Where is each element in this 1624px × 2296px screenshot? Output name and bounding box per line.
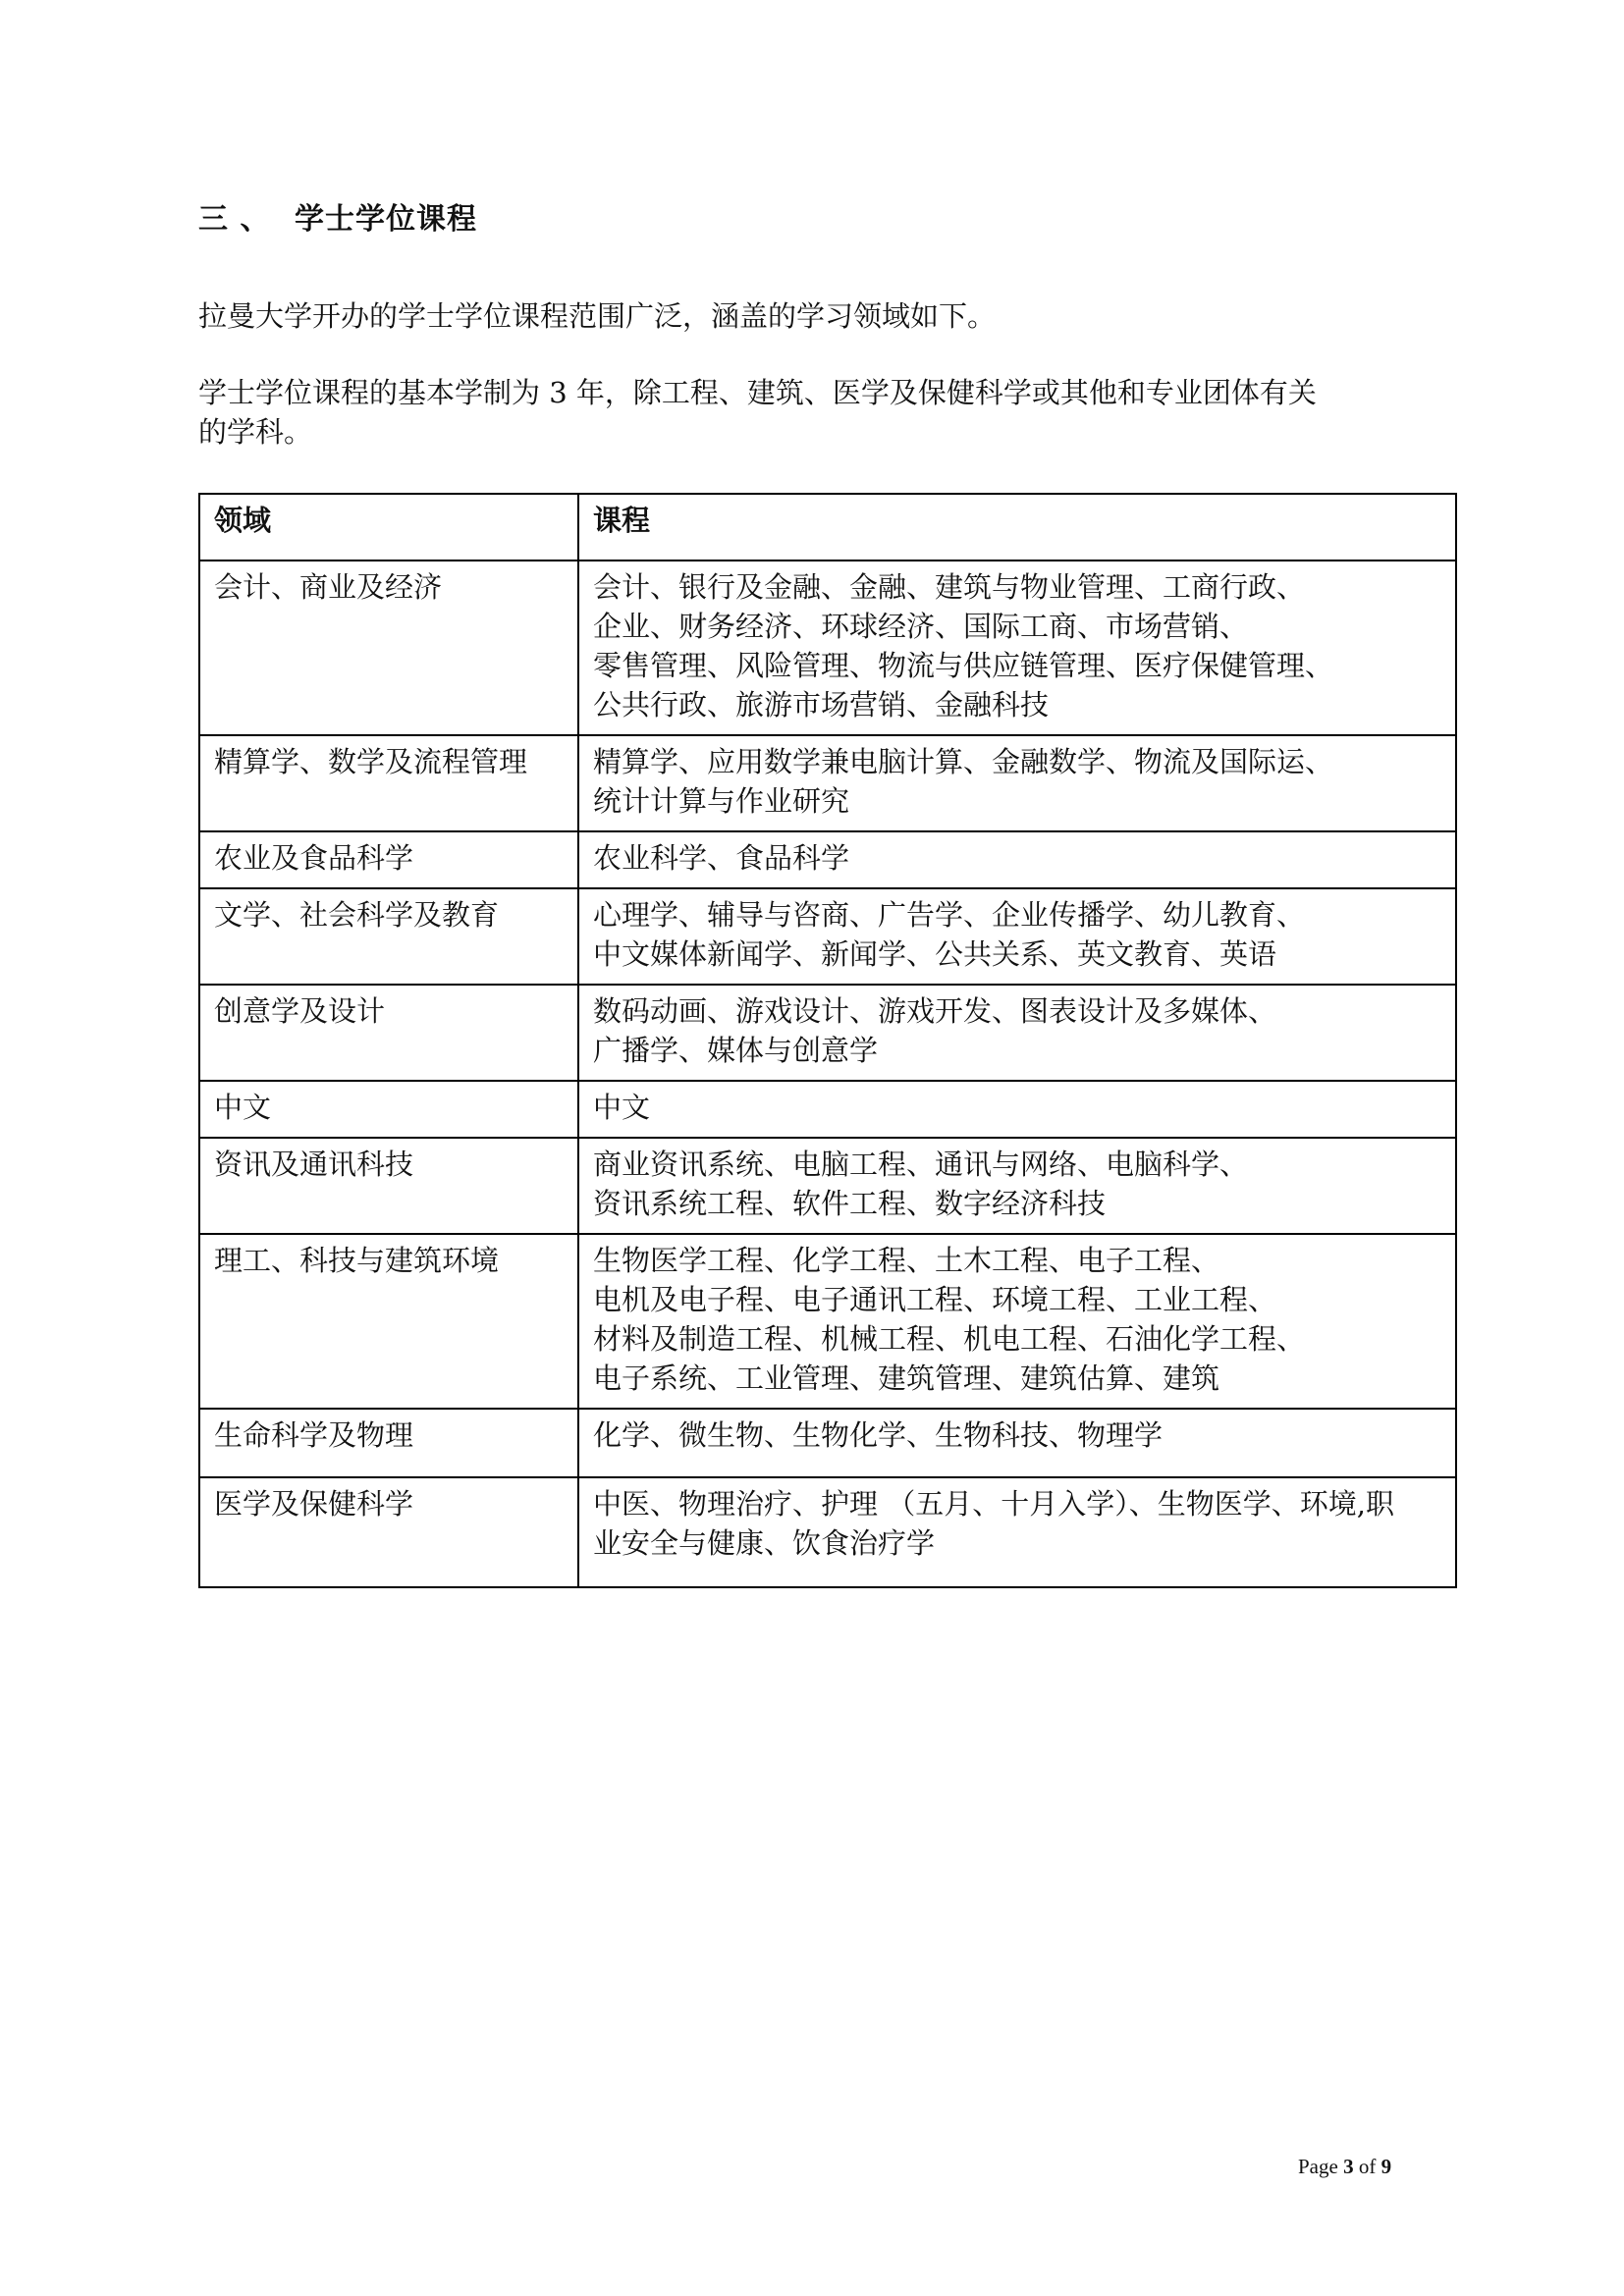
field-cell: 创意学及设计: [199, 985, 578, 1081]
course-line: 数码动画、游戏设计、游戏开发、图表设计及多媒体、: [593, 994, 1277, 1028]
table-row: [199, 888, 1456, 985]
header-field: 领域: [199, 494, 578, 561]
courses-cell: [578, 985, 1456, 1081]
section-number: 三 、: [198, 202, 271, 237]
course-line: 公共行政、旅游市场营销、金融科技: [593, 688, 1050, 721]
courses-cell: [578, 1477, 1456, 1587]
courses-cell: [578, 1234, 1456, 1409]
footer-total-pages: 9: [1380, 2155, 1392, 2178]
course-line: 中医、物理治疗、护理 （五月、十月入学）、生物医学、环境,职: [593, 1487, 1394, 1521]
section-title: 学士学位课程: [295, 202, 477, 237]
courses-table: [198, 493, 1457, 1588]
course-line: 商业资讯系统、电脑工程、通讯与网络、电脑科学、: [593, 1148, 1249, 1181]
footer-middle: of: [1353, 2155, 1381, 2178]
field-cell: 理工、科技与建筑环境: [199, 1234, 578, 1409]
course-line: 业安全与健康、饮食治疗学: [593, 1526, 936, 1560]
table-row: [199, 985, 1456, 1081]
page-footer: [1298, 2155, 1391, 2179]
courses-cell: [578, 1138, 1456, 1234]
footer-prefix: Page: [1298, 2155, 1344, 2178]
duration-text-line-1: 学士学位课程的基本学制为 3 年，除工程、建筑、医学及保健科学或其他和专业团体有关: [198, 376, 1317, 409]
courses-cell: [578, 831, 1456, 888]
course-line: 农业科学、食品科学: [593, 841, 850, 875]
course-line: 中文媒体新闻学、新闻学、公共关系、英文教育、英语: [593, 937, 1277, 971]
courses-cell: [578, 1081, 1456, 1138]
table-row: [199, 1477, 1456, 1587]
table-row: [199, 561, 1456, 735]
table-row: [199, 1081, 1456, 1138]
course-line: 材料及制造工程、机械工程、机电工程、石油化学工程、: [593, 1322, 1306, 1356]
courses-cell: [578, 735, 1456, 831]
section-heading: [198, 194, 477, 238]
field-cell: 农业及食品科学: [199, 831, 578, 888]
course-line: 电机及电子程、电子通讯工程、环境工程、工业工程、: [593, 1283, 1277, 1316]
table-body: [199, 561, 1456, 1587]
course-line: 广播学、媒体与创意学: [593, 1034, 879, 1067]
field-cell: 文学、社会科学及教育: [199, 888, 578, 985]
duration-text-line-2: 的学科。: [198, 415, 313, 449]
course-line: 资讯系统工程、软件工程、数字经济科技: [593, 1187, 1107, 1220]
table-row: [199, 1409, 1456, 1477]
field-cell: 精算学、数学及流程管理: [199, 735, 578, 831]
courses-cell: [578, 888, 1456, 985]
intro-text: 拉曼大学开办的学士学位课程范围广泛，涵盖的学习领域如下。: [198, 299, 997, 333]
courses-cell: [578, 1409, 1456, 1477]
course-line: 精算学、应用数学兼电脑计算、金融数学、物流及国际运、: [593, 745, 1334, 778]
course-line: 统计计算与作业研究: [593, 784, 850, 818]
field-cell: 医学及保健科学: [199, 1477, 578, 1587]
footer-current-page: 3: [1343, 2155, 1354, 2178]
field-cell: 中文: [199, 1081, 578, 1138]
table-row: [199, 735, 1456, 831]
course-line: 企业、财务经济、环球经济、国际工商、市场营销、: [593, 610, 1249, 643]
field-cell: 生命科学及物理: [199, 1409, 578, 1477]
course-line: 心理学、辅导与咨商、广告学、企业传播学、幼儿教育、: [593, 898, 1306, 932]
duration-paragraph: [198, 373, 1317, 452]
course-line: 电子系统、工业管理、建筑管理、建筑估算、建筑: [593, 1362, 1220, 1395]
field-cell: 资讯及通讯科技: [199, 1138, 578, 1234]
table-row: [199, 1138, 1456, 1234]
intro-paragraph: [198, 296, 996, 336]
header-courses: 课程: [578, 494, 1456, 561]
table-row: [199, 1234, 1456, 1409]
courses-cell: [578, 561, 1456, 735]
course-line: 生物医学工程、化学工程、土木工程、电子工程、: [593, 1244, 1220, 1277]
table-header-row: [199, 494, 1456, 561]
course-line: 化学、微生物、生物化学、生物科技、物理学: [593, 1418, 1164, 1452]
table-row: [199, 831, 1456, 888]
course-line: 中文: [593, 1091, 651, 1124]
course-line: 会计、银行及金融、金融、建筑与物业管理、工商行政、: [593, 570, 1306, 604]
course-line: 零售管理、风险管理、物流与供应链管理、医疗保健管理、: [593, 649, 1334, 682]
field-cell: 会计、商业及经济: [199, 561, 578, 735]
